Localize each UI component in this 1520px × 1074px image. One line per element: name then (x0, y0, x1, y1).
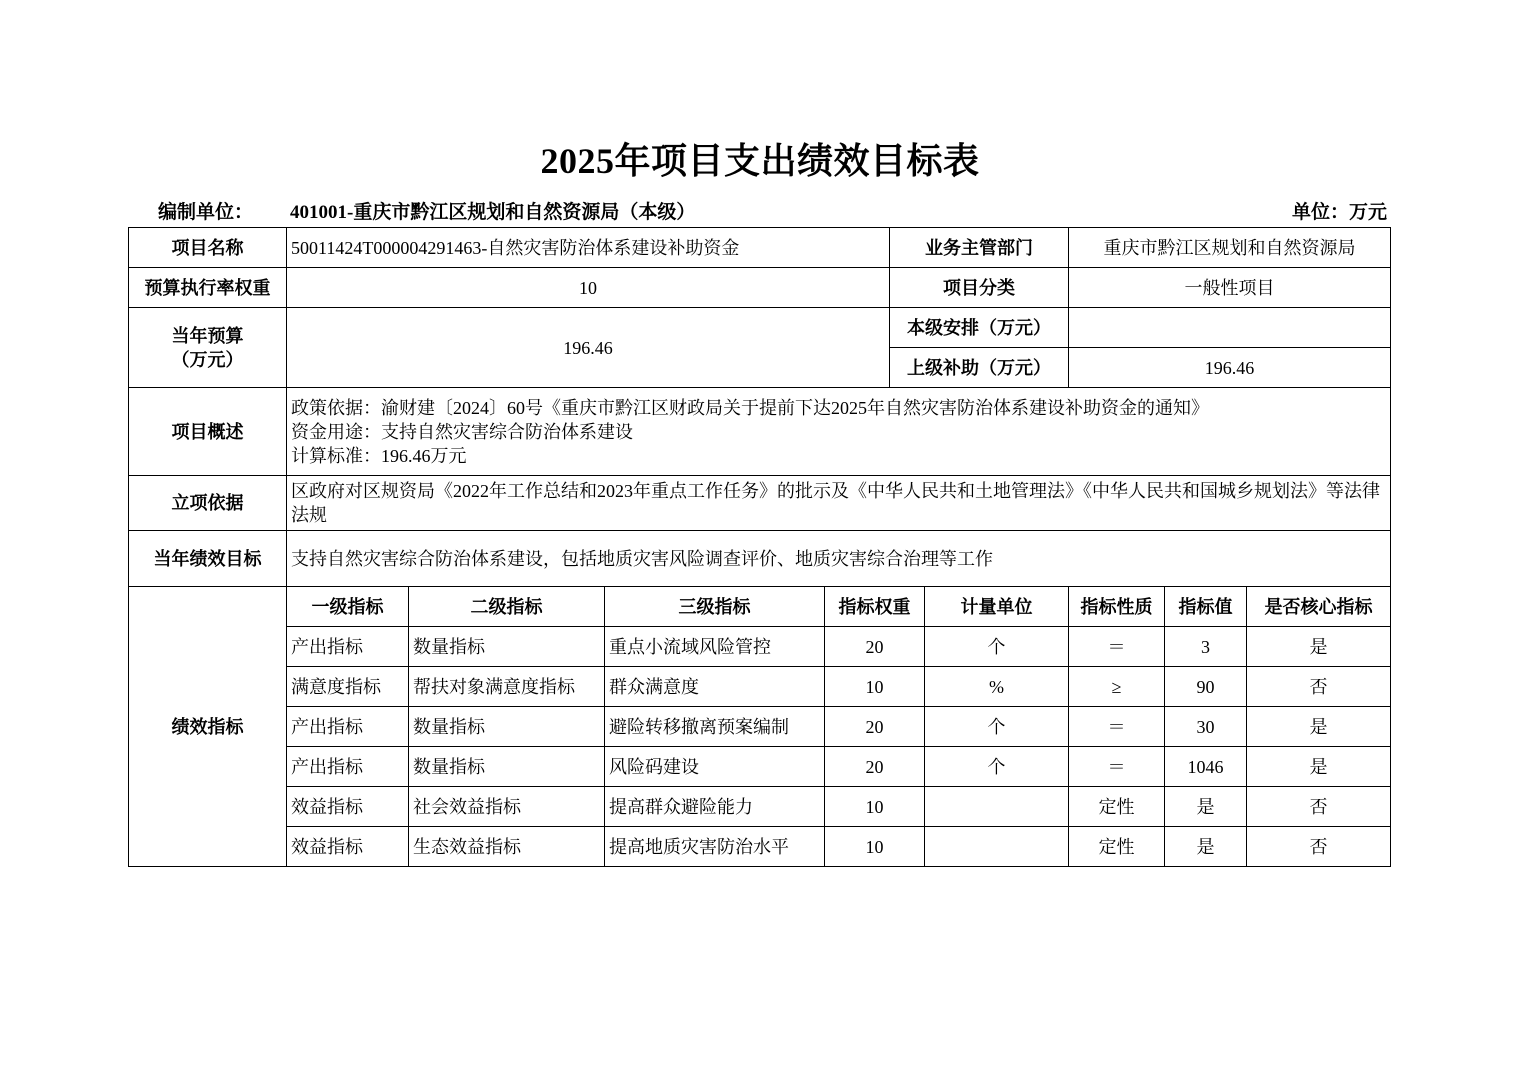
weight-cell: 20 (825, 627, 925, 667)
superior-value: 196.46 (1069, 348, 1391, 388)
org-label: 编制单位： (158, 202, 254, 223)
basis-label: 立项依据 (129, 476, 287, 531)
column-header: 是否核心指标 (1247, 587, 1391, 627)
weight-cell: 10 (825, 827, 925, 867)
level1-cell: 产出指标 (287, 627, 409, 667)
value-cell: 3 (1165, 627, 1247, 667)
level1-cell: 产出指标 (287, 707, 409, 747)
table-row (129, 308, 1391, 348)
weight-value: 10 (287, 268, 890, 308)
dept-value: 重庆市黔江区规划和自然资源局 (1069, 228, 1391, 268)
category-label: 项目分类 (890, 268, 1069, 308)
project-name-label: 项目名称 (129, 228, 287, 268)
weight-cell: 20 (825, 707, 925, 747)
core-cell: 是 (1247, 747, 1391, 787)
weight-cell: 10 (825, 787, 925, 827)
core-cell: 否 (1247, 827, 1391, 867)
nature-cell: ≥ (1069, 667, 1165, 707)
level3-cell: 提高群众避险能力 (605, 787, 825, 827)
level1-cell: 满意度指标 (287, 667, 409, 707)
value-cell: 是 (1165, 787, 1247, 827)
superior-label: 上级补助（万元） (890, 348, 1069, 388)
value-cell: 1046 (1165, 747, 1247, 787)
column-header: 指标权重 (825, 587, 925, 627)
table-row (129, 388, 1391, 476)
level2-cell: 数量指标 (409, 707, 605, 747)
level3-cell: 群众满意度 (605, 667, 825, 707)
column-header: 三级指标 (605, 587, 825, 627)
unit-cell: 个 (925, 627, 1069, 667)
org-value: 401001-重庆市黔江区规划和自然资源局（本级） (290, 202, 696, 223)
level1-cell: 效益指标 (287, 827, 409, 867)
weight-cell: 20 (825, 747, 925, 787)
budget-label (129, 308, 287, 388)
table-row (129, 747, 1391, 787)
level3-cell: 提高地质灾害防治水平 (605, 827, 825, 867)
column-header: 二级指标 (409, 587, 605, 627)
level1-cell: 产出指标 (287, 747, 409, 787)
nature-cell: ＝ (1069, 627, 1165, 667)
level3-cell: 风险码建设 (605, 747, 825, 787)
table-row (129, 827, 1391, 867)
level3-cell: 避险转移撤离预案编制 (605, 707, 825, 747)
value-cell: 是 (1165, 827, 1247, 867)
budget-label-line-1: 当年预算 (171, 325, 244, 346)
unit-cell (925, 827, 1069, 867)
budget-label-line-2: （万元） (171, 349, 244, 370)
project-name-value: 50011424T000004291463-自然灾害防治体系建设补助资金 (287, 228, 890, 268)
nature-cell: 定性 (1069, 787, 1165, 827)
dept-label: 业务主管部门 (890, 228, 1069, 268)
overview-label: 项目概述 (129, 388, 287, 476)
unit-cell: 个 (925, 707, 1069, 747)
unit-cell (925, 787, 1069, 827)
level2-cell: 数量指标 (409, 747, 605, 787)
unit-label: 单位：万元 (1291, 202, 1387, 223)
goal-label: 当年绩效目标 (129, 531, 287, 587)
goal-value: 支持自然灾害综合防治体系建设，包括地质灾害风险调查评价、地质灾害综合治理等工作 (287, 531, 1391, 587)
budget-value: 196.46 (287, 308, 890, 388)
column-header: 指标值 (1165, 587, 1247, 627)
local-value (1069, 308, 1391, 348)
page-title: 2025年项目支出绩效目标表 (540, 141, 980, 181)
level3-cell: 重点小流域风险管控 (605, 627, 825, 667)
performance-table (128, 227, 1391, 867)
unit-cell: 个 (925, 747, 1069, 787)
indicators-section-label: 绩效指标 (129, 587, 287, 867)
table-row (129, 707, 1391, 747)
core-cell: 否 (1247, 667, 1391, 707)
nature-cell: ＝ (1069, 747, 1165, 787)
column-header: 计量单位 (925, 587, 1069, 627)
table-row (129, 627, 1391, 667)
level2-cell: 帮扶对象满意度指标 (409, 667, 605, 707)
local-label: 本级安排（万元） (890, 308, 1069, 348)
nature-cell: 定性 (1069, 827, 1165, 867)
table-row (129, 667, 1391, 707)
basis-value: 区政府对区规资局《2022年工作总结和2023年重点工作任务》的批示及《中华人民共和土地管理法》《中华人民共和国城乡规划法》等法律法规 (287, 476, 1391, 531)
overview-line: 政策依据：渝财建〔2024〕60号《重庆市黔江区财政局关于提前下达2025年自然灾害防治体系建设补助资金的通知》 (291, 397, 1209, 418)
core-cell: 是 (1247, 627, 1391, 667)
core-cell: 是 (1247, 707, 1391, 747)
table-row (129, 531, 1391, 587)
column-header: 指标性质 (1069, 587, 1165, 627)
table-row (129, 268, 1391, 308)
overview-value (287, 388, 1391, 476)
column-header: 一级指标 (287, 587, 409, 627)
core-cell: 否 (1247, 787, 1391, 827)
table-row (129, 476, 1391, 531)
value-cell: 30 (1165, 707, 1247, 747)
table-row (129, 228, 1391, 268)
level1-cell: 效益指标 (287, 787, 409, 827)
nature-cell: ＝ (1069, 707, 1165, 747)
weight-cell: 10 (825, 667, 925, 707)
indicator-header-row (129, 587, 1391, 627)
level2-cell: 生态效益指标 (409, 827, 605, 867)
unit-cell: % (925, 667, 1069, 707)
overview-line: 计算标准：196.46万元 (291, 445, 467, 466)
level2-cell: 社会效益指标 (409, 787, 605, 827)
weight-label: 预算执行率权重 (129, 268, 287, 308)
overview-line: 资金用途：支持自然灾害综合防治体系建设 (291, 421, 633, 442)
category-value: 一般性项目 (1069, 268, 1391, 308)
table-row (129, 787, 1391, 827)
level2-cell: 数量指标 (409, 627, 605, 667)
value-cell: 90 (1165, 667, 1247, 707)
